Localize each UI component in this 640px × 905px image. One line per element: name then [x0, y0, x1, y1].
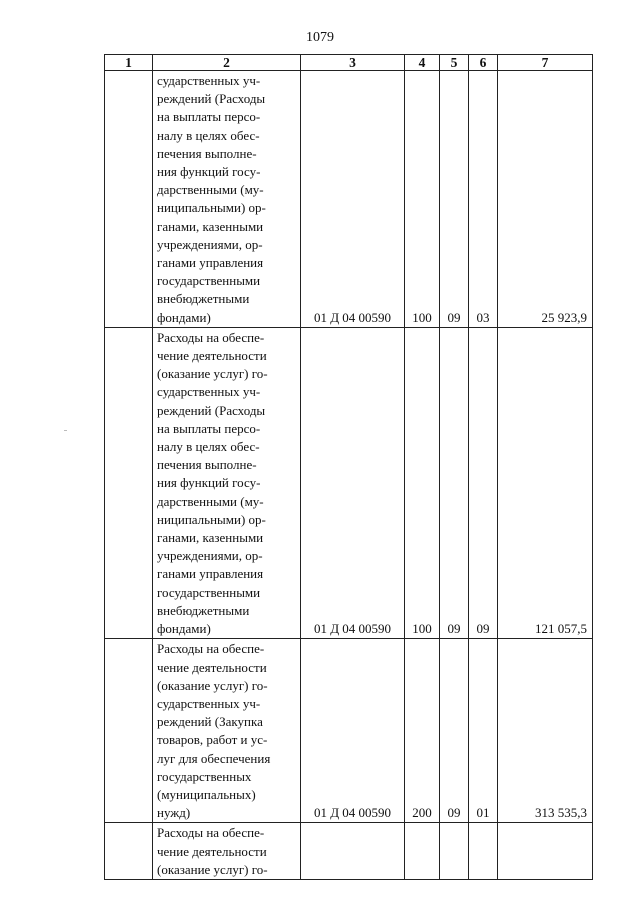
row-col1-cell	[105, 327, 153, 638]
row-amount-cell: 25 923,9	[498, 71, 593, 328]
description-line: сударственных уч-	[157, 695, 261, 711]
description-line: фондами)	[157, 621, 211, 637]
header-col-5: 5	[440, 55, 469, 71]
header-col-4: 4	[405, 55, 440, 71]
page-number: 1079	[306, 30, 334, 45]
description-line: государственными	[157, 584, 261, 600]
description-line: государственных	[157, 768, 252, 784]
description-line: сударственных уч-	[157, 384, 261, 400]
row-col1-cell	[105, 71, 153, 328]
scan-speck	[64, 430, 66, 433]
row-col1-cell	[105, 823, 153, 880]
description-line: на выплаты персо-	[157, 109, 261, 125]
description-line: (оказание услуг) го-	[157, 677, 268, 693]
description-line: ния функций госу-	[157, 164, 261, 180]
description-line: учреждениями, ор-	[157, 236, 263, 252]
row-col4-cell: 100	[405, 327, 440, 638]
header-col-3: 3	[301, 55, 405, 71]
description-line: нужд)	[157, 805, 191, 821]
table-row	[105, 823, 593, 880]
header-row	[105, 55, 593, 71]
row-code-cell: 01 Д 04 00590	[301, 639, 405, 823]
header-col-6: 6	[469, 55, 498, 71]
description-line: государственными	[157, 273, 261, 289]
description-line: товаров, работ и ус-	[157, 732, 268, 748]
description-line: чение деятельности	[157, 348, 267, 364]
description-line: ниципальными) ор-	[157, 200, 266, 216]
description-line: Расходы на обеспе-	[157, 329, 265, 345]
table-body	[105, 71, 593, 880]
description-line: реждений (Закупка	[157, 714, 263, 730]
description-line: на выплаты персо-	[157, 420, 261, 436]
row-description-cell	[153, 823, 301, 880]
description-line: сударственных уч-	[157, 73, 261, 88]
row-code-cell: 01 Д 04 00590	[301, 71, 405, 328]
description-line: (муниципальных)	[157, 786, 256, 802]
header-col-1: 1	[105, 55, 153, 71]
row-col4-cell: 200	[405, 639, 440, 823]
table-header	[105, 55, 593, 71]
row-col5-cell	[440, 823, 469, 880]
row-amount-cell: 121 057,5	[498, 327, 593, 638]
table-row	[105, 71, 593, 328]
description-line: налу в целях обес-	[157, 127, 260, 143]
row-description-cell	[153, 71, 301, 328]
description-line: чение деятельности	[157, 843, 267, 859]
table-row	[105, 639, 593, 823]
description-line: печения выполне-	[157, 145, 257, 161]
row-col6-cell: 03	[469, 71, 498, 328]
row-description-cell	[153, 327, 301, 638]
row-code-cell	[301, 823, 405, 880]
description-line: (оказание услуг) го-	[157, 366, 268, 382]
budget-table	[104, 54, 593, 880]
description-line: дарственными (му-	[157, 493, 264, 509]
description-line: налу в целях обес-	[157, 439, 260, 455]
description-line: чение деятельности	[157, 659, 267, 675]
row-amount-cell: 313 535,3	[498, 639, 593, 823]
header-col-2: 2	[153, 55, 301, 71]
description-line: ганами управления	[157, 255, 264, 271]
description-line: фондами)	[157, 309, 211, 325]
row-col5-cell: 09	[440, 639, 469, 823]
description-line: внебюджетными	[157, 291, 250, 307]
row-code-cell: 01 Д 04 00590	[301, 327, 405, 638]
description-line: Расходы на обеспе-	[157, 825, 265, 841]
description-line: внебюджетными	[157, 602, 250, 618]
row-col5-cell: 09	[440, 71, 469, 328]
description-line: реждений (Расходы	[157, 91, 266, 107]
row-description-cell	[153, 639, 301, 823]
table-row	[105, 327, 593, 638]
row-col6-cell	[469, 823, 498, 880]
description-line: ниципальными) ор-	[157, 511, 266, 527]
description-line: ганами управления	[157, 566, 264, 582]
row-col4-cell	[405, 823, 440, 880]
row-col6-cell: 09	[469, 327, 498, 638]
description-line: дарственными (му-	[157, 182, 264, 198]
description-line: ния функций госу-	[157, 475, 261, 491]
header-col-7: 7	[498, 55, 593, 71]
description-line: луг для обеспечения	[157, 750, 271, 766]
description-line: ганами, казенными	[157, 530, 264, 546]
row-col4-cell: 100	[405, 71, 440, 328]
row-amount-cell	[498, 823, 593, 880]
description-line: ганами, казенными	[157, 218, 264, 234]
row-col6-cell: 01	[469, 639, 498, 823]
description-line: Расходы на обеспе-	[157, 641, 265, 657]
row-col1-cell	[105, 639, 153, 823]
description-line: (оказание услуг) го-	[157, 861, 268, 877]
description-line: печения выполне-	[157, 457, 257, 473]
description-line: реждений (Расходы	[157, 402, 266, 418]
row-col5-cell: 09	[440, 327, 469, 638]
description-line: учреждениями, ор-	[157, 548, 263, 564]
